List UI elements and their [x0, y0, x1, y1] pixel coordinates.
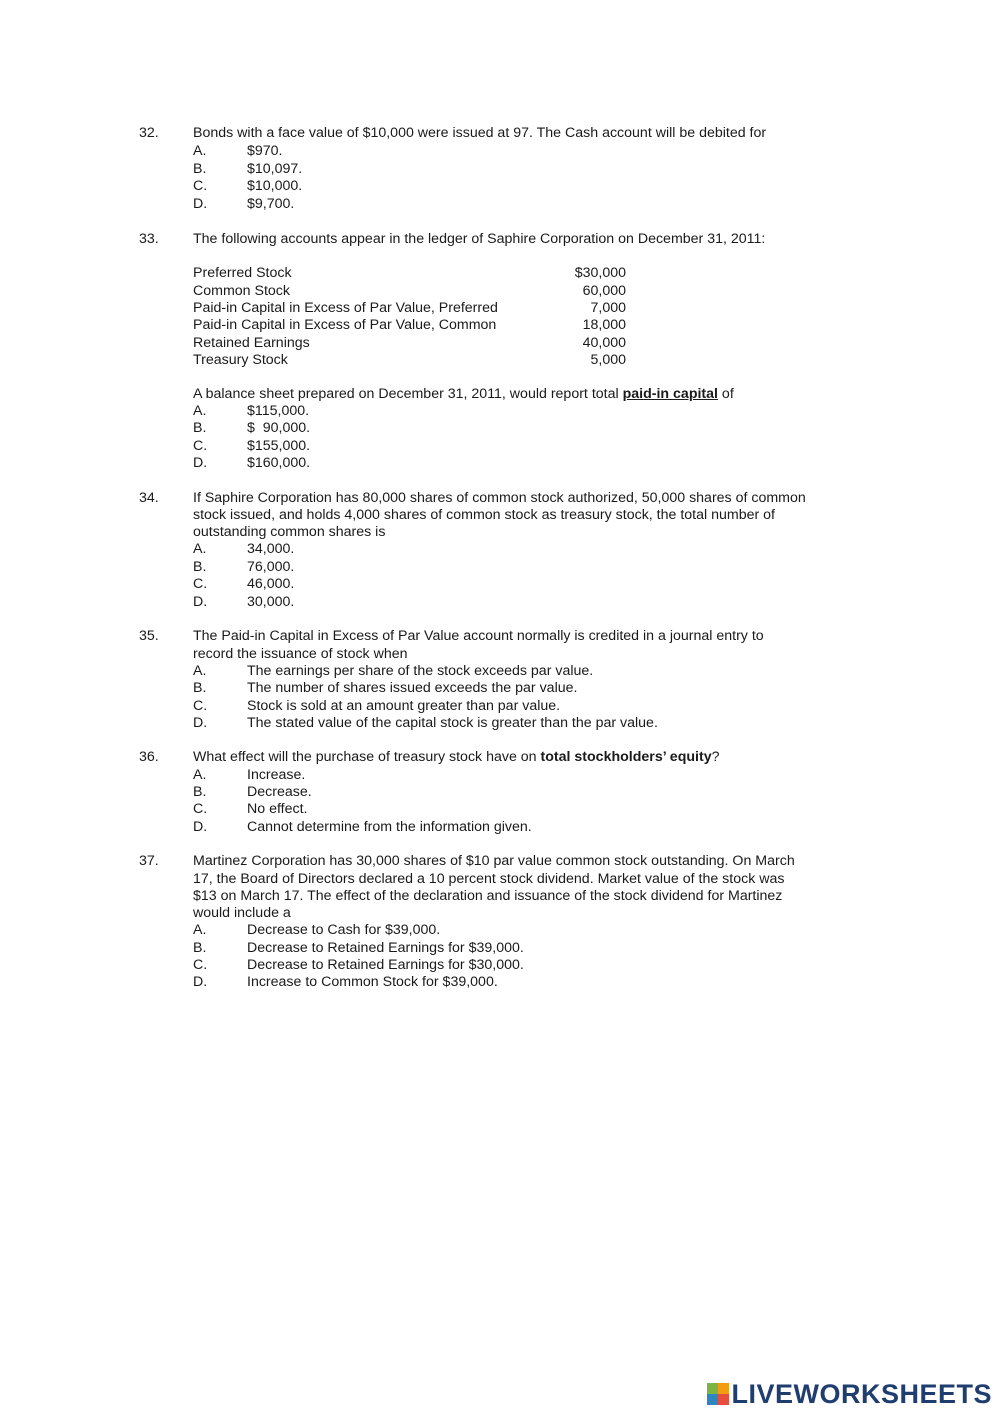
question-35-text-line: record the issuance of stock when	[193, 646, 408, 662]
q35-option-d-text: The stated value of the capital stock is greater than the par value.	[247, 715, 658, 731]
q32-option-c-letter: C.	[193, 178, 208, 194]
question-37-number: 37.	[139, 853, 159, 869]
q36-option-c-text: No effect.	[247, 801, 308, 817]
question-36-number: 36.	[139, 749, 159, 765]
question-37-text-line: $13 on March 17. The effect of the declaration and issuance of the stock dividend for Martinez	[193, 888, 783, 904]
account-amount: $30,000	[574, 265, 626, 281]
q33-option-b-text: $ 90,000.	[247, 420, 311, 436]
prompt-text: of	[717, 386, 734, 402]
q37-option-c-text: Decrease to Retained Earnings for $30,000.	[247, 957, 524, 973]
account-name: Common Stock	[193, 283, 290, 299]
account-name: Treasury Stock	[193, 352, 288, 368]
q36-option-d-text: Cannot determine from the information given.	[247, 819, 532, 835]
q35-option-b-letter: B.	[193, 680, 207, 696]
q33-option-c-letter: C.	[193, 438, 208, 454]
account-amount: 5,000	[590, 352, 626, 368]
account-amount: 18,000	[582, 317, 626, 333]
q33-option-a-letter: A.	[193, 403, 207, 419]
q34-option-b-text: 76,000.	[247, 559, 295, 575]
q34-option-c-text: 46,000.	[247, 576, 295, 592]
q33-option-d-letter: D.	[193, 455, 208, 471]
q34-option-d-text: 30,000.	[247, 594, 295, 610]
q35-option-a-letter: A.	[193, 663, 207, 679]
q34-option-c-letter: C.	[193, 576, 208, 592]
liveworksheets-logo-icon	[707, 1383, 729, 1405]
liveworksheets-logo[interactable]	[707, 1376, 992, 1412]
q32-option-a-text: $970.	[247, 143, 283, 159]
prompt-emphasis: total stockholders’ equity	[540, 749, 712, 765]
q33-option-c-text: $155,000.	[247, 438, 311, 454]
logo-tile-blue	[707, 1394, 718, 1405]
prompt-text: A balance sheet prepared on December 31, 2011, would report total	[193, 386, 623, 402]
question-35-number: 35.	[139, 628, 159, 644]
question-34-text-line: stock issued, and holds 4,000 shares of common stock as treasury stock, the total number of	[193, 507, 775, 523]
q32-option-a-letter: A.	[193, 143, 207, 159]
q36-option-b-text: Decrease.	[247, 784, 312, 800]
q35-option-b-text: The number of shares issued exceeds the par value.	[247, 680, 578, 696]
question-32-number: 32.	[139, 125, 159, 141]
account-amount: 7,000	[590, 300, 626, 316]
q37-option-d-text: Increase to Common Stock for $39,000.	[247, 974, 498, 990]
logo-tile-orange	[718, 1383, 729, 1394]
q37-option-b-text: Decrease to Retained Earnings for $39,000.	[247, 940, 524, 956]
question-33-prompt	[193, 386, 734, 403]
question-34-text-line: If Saphire Corporation has 80,000 shares of common stock authorized, 50,000 shares of common	[193, 490, 806, 506]
q33-option-a-text: $115,000.	[247, 403, 310, 419]
q36-option-d-letter: D.	[193, 819, 208, 835]
prompt-emphasis: paid-in capital	[622, 386, 718, 402]
q35-option-c-letter: C.	[193, 698, 208, 714]
q35-option-d-letter: D.	[193, 715, 208, 731]
prompt-text: ?	[711, 749, 720, 765]
q35-option-a-text: The earnings per share of the stock exceeds par value.	[247, 663, 594, 679]
q32-option-d-text: $9,700.	[247, 196, 295, 212]
account-name: Paid-in Capital in Excess of Par Value, Preferred	[193, 300, 498, 316]
account-name: Preferred Stock	[193, 265, 292, 281]
q32-option-b-text: $10,097.	[247, 161, 303, 177]
question-33-text: The following accounts appear in the ledger of Saphire Corporation on December 31, 2011:	[193, 231, 766, 247]
question-34-number: 34.	[139, 490, 159, 506]
q34-option-b-letter: B.	[193, 559, 207, 575]
account-amount: 60,000	[582, 283, 626, 299]
question-37-text-line: would include a	[193, 905, 291, 921]
prompt-text: What effect will the purchase of treasury stock have on	[193, 749, 541, 765]
logo-tile-red	[718, 1394, 729, 1405]
question-34-text-line: outstanding common shares is	[193, 524, 386, 540]
question-32-text: Bonds with a face value of $10,000 were issued at 97. The Cash account will be debited for	[193, 125, 767, 141]
account-name: Paid-in Capital in Excess of Par Value, Common	[193, 317, 497, 333]
question-37-text-line: Martinez Corporation has 30,000 shares of $10 par value common stock outstanding. On March	[193, 853, 795, 869]
q34-option-a-letter: A.	[193, 541, 207, 557]
q36-option-a-letter: A.	[193, 767, 207, 783]
q32-option-d-letter: D.	[193, 196, 208, 212]
question-35-text-line: The Paid-in Capital in Excess of Par Value account normally is credited in a journal entry to	[193, 628, 764, 644]
q34-option-a-text: 34,000.	[247, 541, 295, 557]
q36-option-b-letter: B.	[193, 784, 207, 800]
account-amount: 40,000	[582, 335, 626, 351]
q32-option-c-text: $10,000.	[247, 178, 303, 194]
q33-option-b-letter: B.	[193, 420, 207, 436]
liveworksheets-brand-text: LIVEWORKSHEETS	[731, 1378, 992, 1409]
question-37-text-line: 17, the Board of Directors declared a 10 percent stock dividend. Market value of the stock was	[193, 871, 785, 887]
q37-option-d-letter: D.	[193, 974, 208, 990]
q36-option-c-letter: C.	[193, 801, 208, 817]
q33-option-d-text: $160,000.	[247, 455, 311, 471]
q37-option-b-letter: B.	[193, 940, 207, 956]
question-33-number: 33.	[139, 231, 159, 247]
q34-option-d-letter: D.	[193, 594, 208, 610]
question-36-prompt	[193, 749, 719, 766]
q37-option-a-letter: A.	[193, 922, 207, 938]
logo-tile-green	[707, 1383, 718, 1394]
q36-option-a-text: Increase.	[247, 767, 306, 783]
q37-option-c-letter: C.	[193, 957, 208, 973]
q37-option-a-text: Decrease to Cash for $39,000.	[247, 922, 441, 938]
account-name: Retained Earnings	[193, 335, 310, 351]
q32-option-b-letter: B.	[193, 161, 207, 177]
q35-option-c-text: Stock is sold at an amount greater than par value.	[247, 698, 561, 714]
